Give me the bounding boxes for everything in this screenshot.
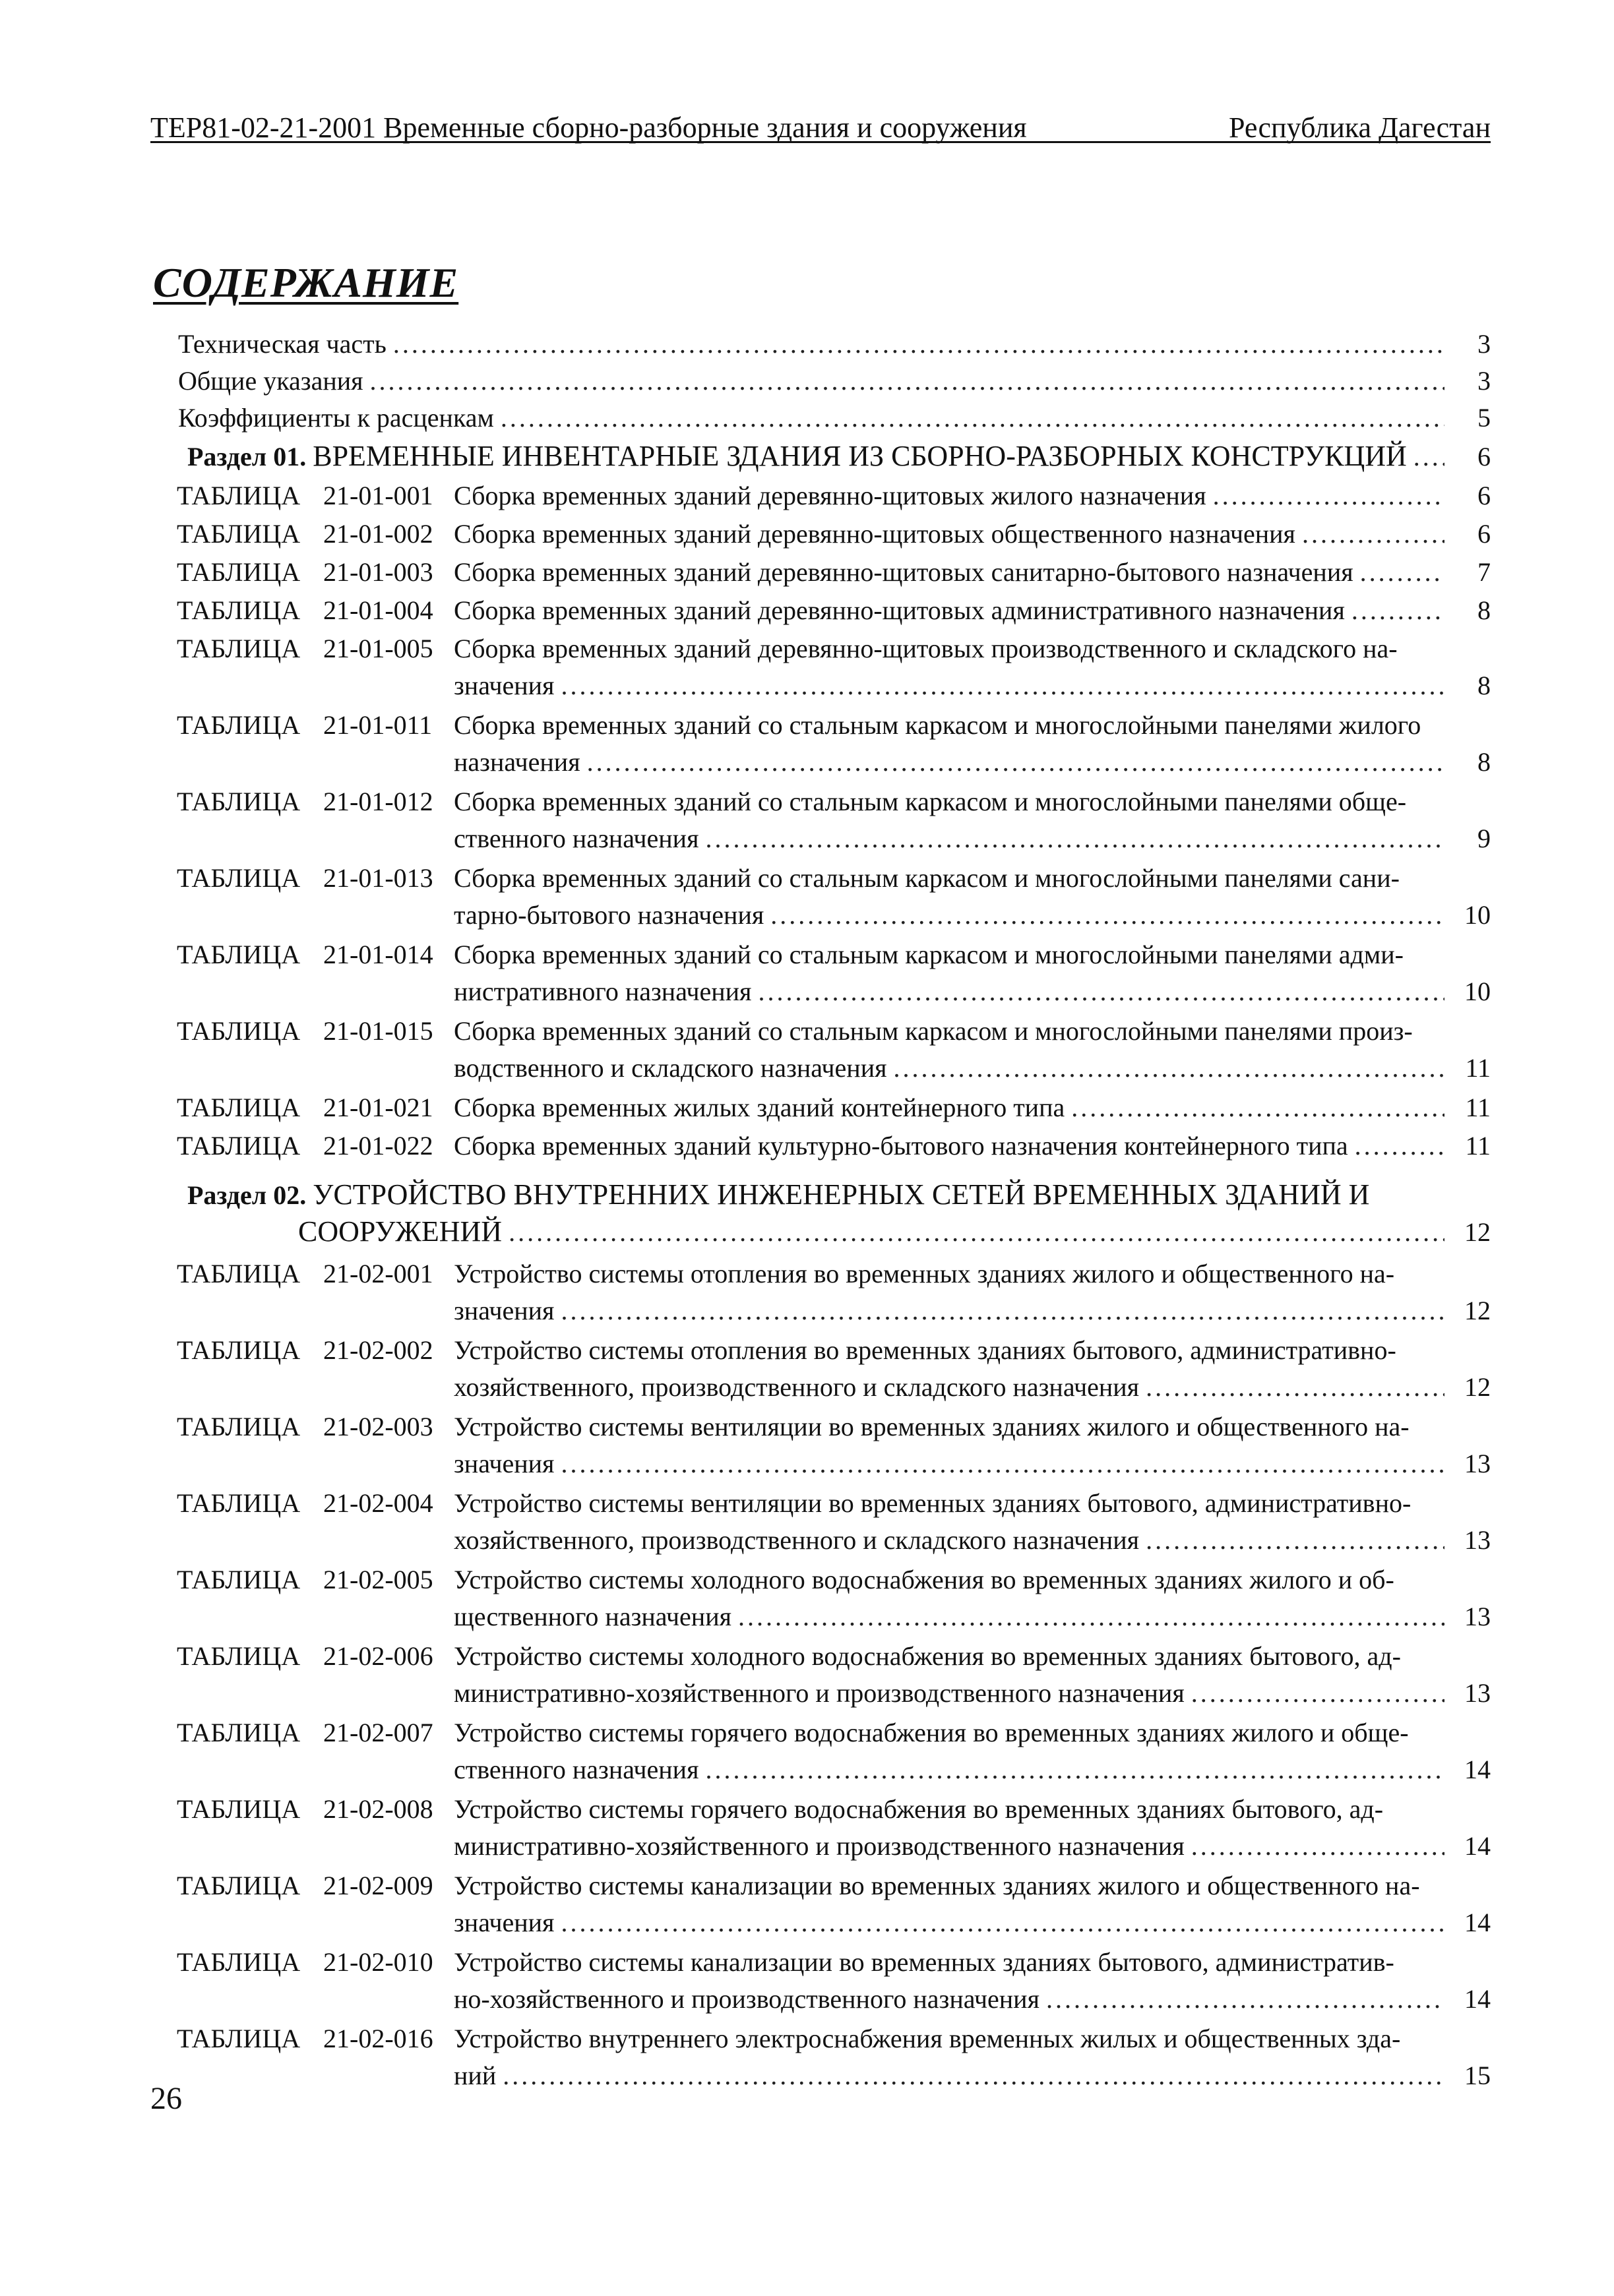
table-code: 21-01-014 bbox=[323, 940, 433, 969]
toc-page-number: 10 bbox=[1464, 900, 1491, 930]
table-code: 21-02-010 bbox=[323, 1947, 433, 1977]
table-code: 21-02-016 bbox=[323, 2024, 433, 2053]
toc-line bbox=[177, 1522, 1491, 1559]
toc-page-number: 5 bbox=[1477, 403, 1491, 433]
toc-page-number: 11 bbox=[1465, 1053, 1491, 1083]
table-code: 21-02-004 bbox=[323, 1488, 433, 1518]
dot-leader bbox=[1355, 1128, 1444, 1164]
table-title-line: Устройство системы холодного водоснабжения во временных зданиях жилого и об- bbox=[454, 1565, 1394, 1594]
table-title-line: Сборка временных зданий со стальным каркасом и многослойными панелями жилого bbox=[454, 710, 1421, 740]
table-code: 21-01-012 bbox=[323, 787, 433, 816]
dot-leader bbox=[561, 1445, 1444, 1482]
table-label: ТАБЛИЦА bbox=[177, 2024, 301, 2053]
toc-line bbox=[177, 1904, 1491, 1941]
toc-page-number: 11 bbox=[1465, 1131, 1491, 1161]
table-title-holder bbox=[454, 1867, 1491, 1904]
dot-leader bbox=[705, 820, 1444, 857]
table-title-line: водственного и складского назначения bbox=[454, 1053, 887, 1083]
toc-line bbox=[177, 1485, 1491, 1522]
leader-line bbox=[454, 744, 1491, 781]
table-title-holder bbox=[454, 667, 1491, 704]
table-title-holder bbox=[454, 1828, 1491, 1865]
table-title-line: министративно-хозяйственного и производственного назначения bbox=[454, 1678, 1185, 1708]
table-code: 21-01-004 bbox=[323, 595, 433, 625]
table-title-line: значения bbox=[454, 1908, 555, 1937]
toc-table-entry[interactable] bbox=[177, 1128, 1491, 1164]
toc-table-entry[interactable] bbox=[177, 936, 1491, 1010]
leader-line bbox=[454, 1089, 1491, 1126]
table-title-line: хозяйственного, производственного и складского назначения bbox=[454, 1372, 1140, 1402]
dot-leader bbox=[1360, 554, 1444, 591]
toc-line bbox=[177, 2020, 1491, 2057]
toc-line bbox=[177, 973, 1491, 1010]
toc-line bbox=[177, 667, 1491, 704]
table-title-line: Сборка временных зданий деревянно-щитовых общественного назначения bbox=[454, 519, 1295, 549]
dot-leader bbox=[1413, 438, 1444, 475]
table-title-holder bbox=[454, 1675, 1491, 1712]
table-label: ТАБЛИЦА bbox=[177, 863, 301, 893]
leader-line bbox=[454, 897, 1491, 934]
toc-line bbox=[177, 1638, 1491, 1675]
toc-line bbox=[177, 1714, 1491, 1751]
table-title-holder bbox=[454, 1050, 1491, 1087]
leader-line bbox=[454, 2057, 1491, 2094]
toc-line bbox=[178, 400, 1491, 437]
table-title-holder bbox=[454, 554, 1491, 591]
leader-line bbox=[454, 477, 1491, 514]
toc-page-number: 8 bbox=[1477, 747, 1491, 777]
dot-leader bbox=[1071, 1089, 1444, 1126]
toc-table-entry[interactable] bbox=[177, 1013, 1491, 1087]
leader-line bbox=[454, 1128, 1491, 1164]
table-label: ТАБЛИЦА bbox=[177, 634, 301, 663]
toc-line bbox=[177, 860, 1491, 897]
toc-line bbox=[178, 363, 1491, 400]
toc-line bbox=[177, 897, 1491, 934]
table-label: ТАБЛИЦА bbox=[177, 1488, 301, 1518]
table-title-holder bbox=[454, 592, 1491, 629]
table-title-line: Устройство системы горячего водоснабжения во временных зданиях жилого и обще- bbox=[454, 1718, 1409, 1747]
section-name: СООРУЖЕНИЙ bbox=[298, 1215, 503, 1248]
table-title-holder bbox=[454, 2057, 1491, 2094]
toc-page-number: 12 bbox=[1464, 1372, 1491, 1402]
table-code: 21-02-009 bbox=[323, 1871, 433, 1900]
section-name: ВРЕМЕННЫЕ ИНВЕНТАРНЫЕ ЗДАНИЯ ИЗ СБОРНО-РАЗБОРНЫХ КОНСТРУКЦИЙ bbox=[313, 440, 1407, 472]
table-title-line: ственного назначения bbox=[454, 824, 699, 853]
leader-line bbox=[454, 1904, 1491, 1941]
toc-page-number: 6 bbox=[1477, 519, 1491, 549]
toc-entry-title: Общие указания bbox=[178, 366, 363, 396]
toc-page-number: 8 bbox=[1477, 595, 1491, 625]
dot-leader bbox=[587, 744, 1444, 781]
toc-table-entry[interactable] bbox=[177, 630, 1491, 704]
table-title-holder bbox=[454, 1522, 1491, 1559]
toc-entry-title: Коэффициенты к расценкам bbox=[178, 403, 494, 433]
toc-table-entry[interactable] bbox=[177, 516, 1491, 553]
dot-leader bbox=[503, 2057, 1444, 2094]
toc-page-number: 14 bbox=[1464, 1831, 1491, 1861]
table-title-holder bbox=[454, 477, 1491, 514]
table-label: ТАБЛИЦА bbox=[177, 557, 301, 587]
table-code: 21-01-013 bbox=[323, 863, 433, 893]
dot-leader bbox=[1146, 1369, 1444, 1406]
table-title-holder bbox=[454, 936, 1491, 973]
toc-page-number: 14 bbox=[1464, 1984, 1491, 2014]
table-title-holder bbox=[454, 1128, 1491, 1164]
leader-line bbox=[178, 400, 1491, 437]
table-code: 21-01-005 bbox=[323, 634, 433, 663]
table-code: 21-01-002 bbox=[323, 519, 433, 549]
toc-line bbox=[177, 554, 1491, 591]
toc-page-number: 6 bbox=[1477, 442, 1491, 471]
table-title-holder bbox=[454, 744, 1491, 781]
toc-line bbox=[187, 438, 1491, 475]
toc-line bbox=[187, 1213, 1491, 1250]
section-name: УСТРОЙСТВО ВНУТРЕННИХ ИНЖЕНЕРНЫХ СЕТЕЙ ВРЕМЕННЫХ ЗДАНИЙ И bbox=[313, 1178, 1370, 1211]
table-title-holder bbox=[454, 1714, 1491, 1751]
table-title-line: ственного назначения bbox=[454, 1755, 699, 1784]
table-title-line: Сборка временных зданий культурно-бытового назначения контейнерного типа bbox=[454, 1131, 1348, 1161]
toc-line bbox=[177, 936, 1491, 973]
toc-entry[interactable] bbox=[178, 363, 1491, 400]
toc-line bbox=[177, 1751, 1491, 1788]
table-title-holder bbox=[454, 1255, 1491, 1292]
dot-leader bbox=[509, 1214, 1444, 1251]
toc-table-entry[interactable] bbox=[177, 1485, 1491, 1559]
toc-line bbox=[177, 477, 1491, 514]
table-title-holder bbox=[454, 516, 1491, 553]
table-title-holder bbox=[454, 1598, 1491, 1635]
table-title-line: Устройство системы отопления во временных зданиях бытового, административно- bbox=[454, 1335, 1396, 1365]
toc-page-number: 12 bbox=[1464, 1296, 1491, 1325]
section-label: Раздел 01. bbox=[187, 442, 307, 471]
toc-table-entry[interactable] bbox=[177, 1561, 1491, 1635]
table-title-line: Сборка временных зданий деревянно-щитовых санитарно-бытового назначения bbox=[454, 557, 1353, 587]
toc-line bbox=[177, 1128, 1491, 1164]
table-title-line: значения bbox=[454, 1449, 555, 1478]
toc-line bbox=[177, 1089, 1491, 1126]
dot-leader bbox=[1213, 477, 1444, 514]
toc-table-entry[interactable] bbox=[177, 477, 1491, 514]
table-title-line: Сборка временных зданий деревянно-щитовых производственного и складского на- bbox=[454, 634, 1398, 663]
header-document-title: ТЕР81-02-21-2001 Временные сборно-разборные здания и сооружения bbox=[150, 111, 1027, 144]
table-title-line: Устройство внутреннего электроснабжения временных жилых и общественных зда- bbox=[454, 2024, 1401, 2053]
table-title-line: тарно-бытового назначения bbox=[454, 900, 764, 930]
table-label: ТАБЛИЦА bbox=[177, 1093, 301, 1122]
toc-line bbox=[177, 1561, 1491, 1598]
toc-page-number: 14 bbox=[1464, 1755, 1491, 1784]
toc-line bbox=[177, 592, 1491, 629]
table-label: ТАБЛИЦА bbox=[177, 1794, 301, 1824]
toc-page-number: 9 bbox=[1477, 824, 1491, 853]
table-title-line: Устройство системы вентиляции во временных зданиях жилого и общественного на- bbox=[454, 1412, 1410, 1441]
section-title bbox=[187, 438, 1407, 475]
table-code: 21-02-001 bbox=[323, 1259, 433, 1288]
leader-line bbox=[454, 1675, 1491, 1712]
table-title-holder bbox=[454, 630, 1491, 667]
toc-page-number: 3 bbox=[1477, 329, 1491, 359]
dot-leader bbox=[501, 400, 1444, 437]
table-title-line: ний bbox=[454, 2061, 497, 2090]
toc-table-entry[interactable] bbox=[177, 1408, 1491, 1482]
table-code: 21-02-003 bbox=[323, 1412, 433, 1441]
toc-entry[interactable] bbox=[178, 326, 1491, 363]
toc-table-entry[interactable] bbox=[177, 783, 1491, 857]
toc-entry[interactable] bbox=[178, 400, 1491, 437]
table-title-line: Сборка временных зданий со стальным каркасом и многослойными панелями сани- bbox=[454, 863, 1400, 893]
toc-page-number: 6 bbox=[1477, 481, 1491, 510]
table-label: ТАБЛИЦА bbox=[177, 710, 301, 740]
table-title-holder bbox=[454, 707, 1491, 744]
toc-line bbox=[177, 2057, 1491, 2094]
section-heading-02[interactable] bbox=[187, 1176, 1491, 1250]
toc-line bbox=[187, 1176, 1491, 1213]
leader-line bbox=[454, 1445, 1491, 1482]
toc-table-entry[interactable] bbox=[177, 1791, 1491, 1865]
table-title-line: но-хозяйственного и производственного назначения bbox=[454, 1984, 1040, 2014]
toc-line bbox=[177, 1445, 1491, 1482]
table-title-holder bbox=[454, 1791, 1491, 1828]
table-code: 21-01-022 bbox=[323, 1131, 433, 1161]
table-title-holder bbox=[454, 1408, 1491, 1445]
leader-line bbox=[454, 1981, 1491, 2018]
toc-table-entry[interactable] bbox=[177, 2020, 1491, 2094]
table-title-holder bbox=[454, 1013, 1491, 1050]
table-title-holder bbox=[454, 1638, 1491, 1675]
leader-line bbox=[454, 516, 1491, 553]
table-title-holder bbox=[454, 1751, 1491, 1788]
leader-line bbox=[454, 1522, 1491, 1559]
toc-line bbox=[177, 1981, 1491, 2018]
header-region: Республика Дагестан bbox=[1228, 111, 1491, 144]
toc-table-entry[interactable] bbox=[177, 592, 1491, 629]
toc-line bbox=[177, 1598, 1491, 1635]
table-title-holder bbox=[454, 820, 1491, 857]
table-title-line: Сборка временных зданий со стальным каркасом и многослойными панелями обще- bbox=[454, 787, 1407, 816]
leader-line bbox=[298, 1213, 1491, 1251]
leader-line bbox=[178, 326, 1491, 363]
leader-line bbox=[178, 363, 1491, 400]
dot-leader bbox=[561, 1904, 1444, 1941]
toc-table-entry[interactable] bbox=[177, 860, 1491, 934]
toc-page-number: 3 bbox=[1477, 366, 1491, 396]
toc-page-number: 14 bbox=[1464, 1908, 1491, 1937]
table-code: 21-01-015 bbox=[323, 1016, 433, 1046]
table-title-line: Устройство системы горячего водоснабжения во временных зданиях бытового, ад- bbox=[454, 1794, 1384, 1824]
table-title-holder bbox=[454, 1332, 1491, 1369]
table-code: 21-02-005 bbox=[323, 1565, 433, 1594]
table-code: 21-02-008 bbox=[323, 1794, 433, 1824]
table-label: ТАБЛИЦА bbox=[177, 595, 301, 625]
table-title-holder bbox=[454, 1944, 1491, 1981]
toc-page-number: 13 bbox=[1464, 1525, 1491, 1555]
toc-table-entry[interactable] bbox=[177, 1867, 1491, 1941]
toc-line bbox=[177, 1408, 1491, 1445]
table-title-line: Устройство системы холодного водоснабжения во временных зданиях бытового, ад- bbox=[454, 1641, 1401, 1671]
toc-line bbox=[177, 1791, 1491, 1828]
table-label: ТАБЛИЦА bbox=[177, 1016, 301, 1046]
dot-leader bbox=[770, 897, 1444, 934]
table-title-holder bbox=[454, 973, 1491, 1010]
table-title-holder bbox=[454, 1561, 1491, 1598]
leader-line bbox=[454, 973, 1491, 1010]
table-label: ТАБЛИЦА bbox=[177, 519, 301, 549]
leader-line bbox=[454, 667, 1491, 704]
toc-line bbox=[177, 1332, 1491, 1369]
table-title-holder bbox=[454, 1292, 1491, 1329]
table-title-holder bbox=[454, 860, 1491, 897]
table-title-line: назначения bbox=[454, 747, 580, 777]
dot-leader bbox=[1302, 516, 1444, 553]
table-label: ТАБЛИЦА bbox=[177, 787, 301, 816]
table-label: ТАБЛИЦА bbox=[177, 1871, 301, 1900]
table-title-line: Устройство системы канализации во временных зданиях жилого и общественного на- bbox=[454, 1871, 1420, 1900]
leader-line bbox=[454, 820, 1491, 857]
leader-line bbox=[454, 1292, 1491, 1329]
leader-line bbox=[454, 1369, 1491, 1406]
table-title-holder bbox=[454, 1981, 1491, 2018]
table-code: 21-01-011 bbox=[323, 710, 433, 740]
table-title-holder bbox=[454, 1369, 1491, 1406]
table-title-line: Сборка временных зданий деревянно-щитовых жилого назначения bbox=[454, 481, 1206, 510]
toc-table-entry[interactable] bbox=[177, 1332, 1491, 1406]
toc-table-entry[interactable] bbox=[177, 707, 1491, 781]
dot-leader bbox=[1046, 1981, 1444, 2018]
table-code: 21-02-006 bbox=[323, 1641, 433, 1671]
toc-page-number: 10 bbox=[1464, 977, 1491, 1006]
table-title-line: хозяйственного, производственного и складского назначения bbox=[454, 1525, 1140, 1555]
table-title-line: нистративного назначения bbox=[454, 977, 752, 1006]
leader-line bbox=[454, 1598, 1491, 1635]
dot-leader bbox=[705, 1751, 1444, 1788]
table-title-holder bbox=[454, 2020, 1491, 2057]
toc-table-entry[interactable] bbox=[177, 1089, 1491, 1126]
table-code: 21-01-021 bbox=[323, 1093, 433, 1122]
page-number: 26 bbox=[150, 2081, 182, 2116]
table-title-holder bbox=[454, 1904, 1491, 1941]
toc-table-entry[interactable] bbox=[177, 1714, 1491, 1788]
table-code: 21-02-007 bbox=[323, 1718, 433, 1747]
dot-leader bbox=[1191, 1675, 1444, 1712]
dot-leader bbox=[758, 973, 1444, 1010]
table-label: ТАБЛИЦА bbox=[177, 1259, 301, 1288]
toc-line bbox=[177, 1255, 1491, 1292]
section-label: Раздел 02. bbox=[187, 1180, 307, 1210]
toc-page-number: 11 bbox=[1465, 1093, 1491, 1122]
toc-table-entry[interactable] bbox=[177, 1255, 1491, 1329]
table-title-line: министративно-хозяйственного и производственного назначения bbox=[454, 1831, 1185, 1861]
toc-line bbox=[177, 1013, 1491, 1050]
toc-line bbox=[177, 1675, 1491, 1712]
toc-line bbox=[177, 1828, 1491, 1865]
table-label: ТАБЛИЦА bbox=[177, 1565, 301, 1594]
table-title-line: Устройство системы вентиляции во временных зданиях бытового, административно- bbox=[454, 1488, 1412, 1518]
toc-page-number: 12 bbox=[1464, 1217, 1491, 1247]
toc-line bbox=[177, 1292, 1491, 1329]
toc-line bbox=[177, 820, 1491, 857]
table-title-holder bbox=[454, 1485, 1491, 1522]
dot-leader bbox=[393, 326, 1444, 363]
table-label: ТАБЛИЦА bbox=[177, 1335, 301, 1365]
dot-leader bbox=[1191, 1828, 1444, 1865]
toc-page-number: 7 bbox=[1477, 557, 1491, 587]
table-title-line: Сборка временных зданий со стальным каркасом и многослойными панелями произ- bbox=[454, 1016, 1413, 1046]
leader-line bbox=[454, 554, 1491, 591]
table-code: 21-01-001 bbox=[323, 481, 433, 510]
table-label: ТАБЛИЦА bbox=[177, 1641, 301, 1671]
leader-line bbox=[454, 592, 1491, 629]
table-title-line: Сборка временных зданий со стальным каркасом и многослойными панелями адми- bbox=[454, 940, 1404, 969]
table-title-line: Устройство системы отопления во временных зданиях жилого и общественного на- bbox=[454, 1259, 1395, 1288]
toc-line bbox=[177, 707, 1491, 744]
dot-leader bbox=[370, 363, 1444, 400]
dot-leader bbox=[561, 667, 1444, 704]
table-label: ТАБЛИЦА bbox=[177, 1947, 301, 1977]
table-label: ТАБЛИЦА bbox=[177, 1412, 301, 1441]
table-code: 21-02-002 bbox=[323, 1335, 433, 1365]
toc-line bbox=[177, 1050, 1491, 1087]
leader-line bbox=[454, 1751, 1491, 1788]
toc-table-entry[interactable] bbox=[177, 554, 1491, 591]
dot-leader bbox=[561, 1292, 1444, 1329]
leader-line bbox=[454, 1828, 1491, 1865]
toc-entry-title: Техническая часть bbox=[178, 329, 387, 359]
toc-page-number: 15 bbox=[1464, 2061, 1491, 2090]
toc-line bbox=[177, 783, 1491, 820]
toc-page-number: 8 bbox=[1477, 671, 1491, 700]
dot-leader bbox=[1146, 1522, 1444, 1559]
table-title-holder bbox=[454, 897, 1491, 934]
dot-leader bbox=[894, 1050, 1444, 1087]
table-title-holder bbox=[454, 783, 1491, 820]
table-title-line: щественного назначения bbox=[454, 1602, 732, 1631]
table-title-line: значения bbox=[454, 1296, 555, 1325]
table-label: ТАБЛИЦА bbox=[177, 481, 301, 510]
toc-line bbox=[177, 1369, 1491, 1406]
table-title-holder bbox=[454, 1445, 1491, 1482]
table-code: 21-01-003 bbox=[323, 557, 433, 587]
table-title-line: Сборка временных жилых зданий контейнерного типа bbox=[454, 1093, 1065, 1122]
toc-line bbox=[177, 744, 1491, 781]
dot-leader bbox=[738, 1598, 1444, 1635]
leader-line bbox=[454, 1050, 1491, 1087]
toc-page-number: 13 bbox=[1464, 1602, 1491, 1631]
section-heading-01[interactable] bbox=[187, 438, 1491, 475]
toc-line bbox=[178, 326, 1491, 363]
table-label: ТАБЛИЦА bbox=[177, 1718, 301, 1747]
table-title-holder bbox=[454, 1089, 1491, 1126]
toc-page-number: 13 bbox=[1464, 1449, 1491, 1478]
toc-line bbox=[177, 1867, 1491, 1904]
toc-table-entry[interactable] bbox=[177, 1638, 1491, 1712]
toc-line bbox=[177, 630, 1491, 667]
leader-line bbox=[187, 438, 1491, 475]
toc-line bbox=[177, 516, 1491, 553]
toc-page-number: 13 bbox=[1464, 1678, 1491, 1708]
table-title-line: значения bbox=[454, 671, 555, 700]
table-title-line: Устройство системы канализации во временных зданиях бытового, административ- bbox=[454, 1947, 1394, 1977]
table-label: ТАБЛИЦА bbox=[177, 1131, 301, 1161]
table-title-line: Сборка временных зданий деревянно-щитовых административного назначения bbox=[454, 595, 1345, 625]
table-label: ТАБЛИЦА bbox=[177, 940, 301, 969]
dot-leader bbox=[1351, 592, 1444, 629]
toc-line bbox=[177, 1944, 1491, 1981]
toc-table-entry[interactable] bbox=[177, 1944, 1491, 2018]
toc-heading: СОДЕРЖАНИЕ bbox=[153, 259, 459, 306]
